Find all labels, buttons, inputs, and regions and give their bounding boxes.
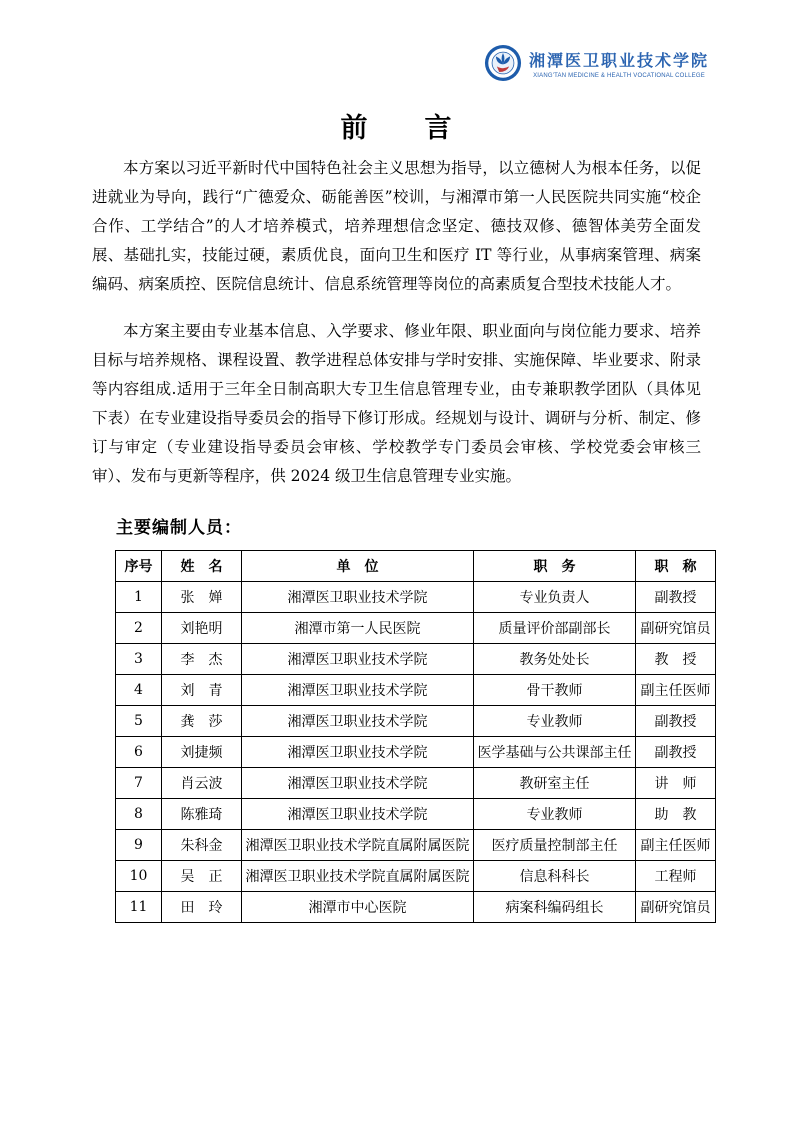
table-row [116, 768, 716, 799]
cell-no: 11 [116, 892, 162, 923]
cell-unit: 湘潭医卫职业技术学院 [242, 768, 474, 799]
table-row [116, 799, 716, 830]
cell-no: 3 [116, 644, 162, 675]
cell-name: 刘捷频 [162, 737, 242, 768]
cell-name: 龚 莎 [162, 706, 242, 737]
cell-name: 陈雅琦 [162, 799, 242, 830]
cell-unit: 湘潭医卫职业技术学院直属附属医院 [242, 861, 474, 892]
cell-title: 副教授 [636, 706, 716, 737]
cell-unit: 湘潭市中心医院 [242, 892, 474, 923]
college-name-en: XIANG'TAN MEDICINE & HEALTH VOCATIONAL COLLEGE [533, 72, 705, 79]
cell-position: 医学基础与公共课部主任 [474, 737, 636, 768]
cell-no: 10 [116, 861, 162, 892]
table-row [116, 892, 716, 923]
column-header-no: 序号 [116, 551, 162, 582]
cell-position: 病案科编码组长 [474, 892, 636, 923]
cell-name: 朱科金 [162, 830, 242, 861]
cell-position: 专业负责人 [474, 582, 636, 613]
cell-title: 讲 师 [636, 768, 716, 799]
cell-title: 副主任医师 [636, 830, 716, 861]
cell-title: 副教授 [636, 737, 716, 768]
cell-no: 4 [116, 675, 162, 706]
cell-unit: 湘潭市第一人民医院 [242, 613, 474, 644]
column-header-title: 职 称 [636, 551, 716, 582]
cell-position: 质量评价部副部长 [474, 613, 636, 644]
cell-unit: 湘潭医卫职业技术学院 [242, 644, 474, 675]
college-seal-icon [484, 44, 522, 82]
table-row [116, 706, 716, 737]
table-row [116, 582, 716, 613]
cell-title: 副研究馆员 [636, 892, 716, 923]
cell-title: 副研究馆员 [636, 613, 716, 644]
cell-title: 工程师 [636, 861, 716, 892]
personnel-table-body [116, 582, 716, 923]
cell-no: 8 [116, 799, 162, 830]
table-row [116, 644, 716, 675]
cell-name: 刘 青 [162, 675, 242, 706]
cell-position: 专业教师 [474, 799, 636, 830]
cell-no: 1 [116, 582, 162, 613]
cell-unit: 湘潭医卫职业技术学院 [242, 737, 474, 768]
personnel-section-heading: 主要编制人员： [116, 518, 242, 537]
college-logo [484, 44, 709, 82]
preface-content [92, 154, 711, 923]
cell-unit: 湘潭医卫职业技术学院 [242, 675, 474, 706]
cell-name: 吴 正 [162, 861, 242, 892]
cell-position: 信息科科长 [474, 861, 636, 892]
cell-title: 副主任医师 [636, 675, 716, 706]
cell-unit: 湘潭医卫职业技术学院直属附属医院 [242, 830, 474, 861]
cell-name: 田 玲 [162, 892, 242, 923]
page-title: 前 言 [340, 113, 453, 144]
cell-unit: 湘潭医卫职业技术学院 [242, 706, 474, 737]
column-header-position: 职 务 [474, 551, 636, 582]
cell-name: 肖云波 [162, 768, 242, 799]
cell-no: 7 [116, 768, 162, 799]
cell-position: 教务处处长 [474, 644, 636, 675]
column-header-name: 姓 名 [162, 551, 242, 582]
preface-paragraph-1: 本方案以习近平新时代中国特色社会主义思想为指导，以立德树人为根本任务，以促进就业为导向，践行“广德爱众、砺能善医”校训，与湘潭市第一人民医院共同实施“校企合作、工学结合”的人才培养模式，培养理想信念坚定、德技双修、德智体美劳全面发展、基础扎实，技能过硬，素质优良，面向卫生和医疗 IT 等行业，从事病案管理、病案编码、病案质控、医院信息统计、信息系统管理等岗位的高素质复合型技术技能人才。 [92, 159, 701, 293]
cell-name: 刘艳明 [162, 613, 242, 644]
cell-position: 教研室主任 [474, 768, 636, 799]
college-name-cn: 湘潭医卫职业技术学院 [528, 50, 709, 70]
table-row [116, 613, 716, 644]
cell-unit: 湘潭医卫职业技术学院 [242, 799, 474, 830]
preface-paragraph-2: 本方案主要由专业基本信息、入学要求、修业年限、职业面向与岗位能力要求、培养目标与培养规格、课程设置、教学进程总体安排与学时安排、实施保障、毕业要求、附录等内容组成.适用于三年全日制高职大专卫生信息管理专业，由专兼职教学团队（具体见下表）在专业建设指导委员会的指导下修订形成。经规划与设计、调研与分析、制定、修订与审定（专业建设指导委员会审核、学校教学专门委员会审核、学校党委会审核三审）、发布与更新等程序，供 2024 级卫生信息管理专业实施。 [92, 322, 701, 485]
column-header-unit: 单 位 [242, 551, 474, 582]
table-row [116, 675, 716, 706]
cell-no: 2 [116, 613, 162, 644]
personnel-table [115, 550, 716, 923]
college-logo-text [529, 48, 709, 79]
cell-position: 医疗质量控制部主任 [474, 830, 636, 861]
cell-no: 9 [116, 830, 162, 861]
cell-name: 张 婵 [162, 582, 242, 613]
table-row [116, 861, 716, 892]
cell-position: 骨干教师 [474, 675, 636, 706]
table-row [116, 737, 716, 768]
table-header-row [116, 551, 716, 582]
cell-title: 教 授 [636, 644, 716, 675]
cell-name: 李 杰 [162, 644, 242, 675]
cell-no: 6 [116, 737, 162, 768]
cell-unit: 湘潭医卫职业技术学院 [242, 582, 474, 613]
cell-title: 副教授 [636, 582, 716, 613]
table-row [116, 830, 716, 861]
cell-no: 5 [116, 706, 162, 737]
cell-title: 助 教 [636, 799, 716, 830]
cell-position: 专业教师 [474, 706, 636, 737]
